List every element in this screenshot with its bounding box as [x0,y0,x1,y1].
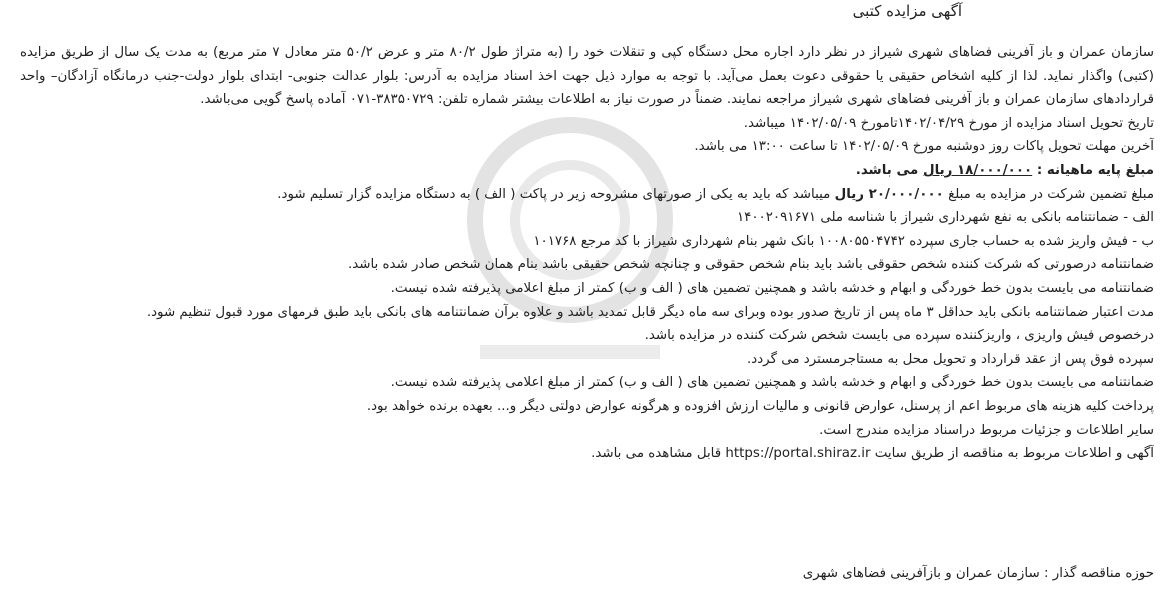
base-price-suffix: می باشد. [855,162,923,178]
item-guarantee-owner: ضمانتنامه درصورتی که شرکت کننده شخص حقوقی باشد باید بنام شخص حقوقی و چنانچه شخص حقیقی باشد بنام همان شخص صادر شده باشد. [347,257,1154,273]
guarantee-prefix: مبلغ تضمین شرکت در مزایده به مبلغ [943,186,1154,202]
item-deposit-slip: ب - فیش واریز شده به حساب جاری سپرده ۱۰۰۸۰۵۵۰۴۷۴۲ بانک شهر بنام شهرداری شیراز با کد مرجع ۱۰۱۷۶۸ [533,233,1154,249]
notice-title: آگهی مزایده کتبی [852,2,962,20]
item-guarantee-no-erasure: ضمانتنامه می بایست بدون خط خوردگی و ابهام و خدشه باشد و همچنین تضمین های ( الف و ب) کمتر از مبلغ اعلامی پذیرفته شده نیست. [390,375,1154,391]
item-guarantee-clean: ضمانتنامه می بایست بدون خط خوردگی و ابهام و خدشه باشد و همچنین تضمین های ( الف و ب) کمتر از مبلغ اعلامی پذیرفته شده نیست. [390,280,1154,296]
item-guarantee-validity: مدت اعتبار ضمانتنامه بانکی باید حداقل ۳ ماه پس از تاریخ صدور بوده وبرای سه ماه دیگر قابل تمدید باشد و علاوه برآن ضمانتنامه های بانکی باید طبق فرمهای مورد قبول تنظیم شود. [146,304,1154,320]
notice-body [20,41,1154,466]
guarantee-line [20,183,1154,207]
guarantee-suffix: میباشد که باید به یکی از صورتهای مشروحه زیر در پاکت ( الف ) به دستگاه مزایده گزار تسلیم شود. [277,186,835,202]
item-other-info: سایر اطلاعات و جزئیات مربوط دراسناد مزایده مندرج است. [819,422,1154,438]
intro-paragraph: سازمان عمران و باز آفرینی فضاهای شهری شیراز در نظر دارد اجاره محل دستگاه کپی و تنقلات خود را (به متراژ طول ۸۰/۲ متر و عرض ۵۰/۲ متر معادل ۷ متر مربع) به مدت یک سال از طریق مزایده (کتبی) واگذار نماید. لذا از کلیه اشخاص حقیقی یا حقوقی دعوت بعمل می‌آید. با توجه به موارد ذیل جهت اخذ اسناد مزایده به آدرس: بلوار عدالت جنوبی- ابتدای بلوار دولت-جنب درمانگاه آزادگان– واحد قراردادهای سازمان عمران و باز آفرینی فضاهای شهری شیراز مراجعه نمایند. ضمناً در صورت نیاز به اطلاعات بیشتر شماره تلفن: ۳۸۳۵۰۷۲۹-۰۷۱ آماده پاسخ گویی می‌باشد. [20,45,1155,108]
documents-date-line: تاریخ تحویل اسناد مزایده از مورخ ۱۴۰۲/۰۴/۲۹تامورخ ۱۴۰۲/۰۵/۰۹ میباشد. [743,115,1154,131]
website-line: آگهی و اطلاعات مربوط به مناقصه از طریق سایت https://portal.shiraz.ir قابل مشاهده می باشد. [591,446,1154,462]
item-deposit-payer: درخصوص فیش واریزی ، واریزکننده سپرده می بایست شخص شرکت کننده در مزایده باشد. [644,328,1154,344]
base-price-label: مبلغ پایه ماهیانه : [1032,162,1154,178]
base-price-line [20,159,1154,183]
guarantee-amount: ۲۰/۰۰۰/۰۰۰ ریال [834,186,944,202]
item-costs: پرداخت کلیه هزینه های مربوط اعم از پرسنل، عوارض قانونی و مالیات ارزش افزوده و هرگونه عوارض دولتی دیگر و... بعهده برنده خواهد بود. [366,398,1154,414]
item-bank-guarantee: الف - ضمانتنامه بانکی به نفع شهرداری شیراز با شناسه ملی ۱۴۰۰۲۰۹۱۶۷۱ [736,210,1154,226]
tender-authority: حوزه مناقصه گذار : سازمان عمران و بازآفرینی فضاهای شهری [802,566,1154,581]
deadline-line: آخرین مهلت تحویل پاکات روز دوشنبه مورخ ۱۴۰۲/۰۵/۰۹ تا ساعت ۱۳:۰۰ می باشد. [694,139,1154,155]
base-price-amount: ۱۸/۰۰۰/۰۰۰ ریال [922,162,1033,178]
item-deposit-return: سپرده فوق پس از عقد قرارداد و تحویل محل به مستاجرمسترد می گردد. [747,351,1154,367]
